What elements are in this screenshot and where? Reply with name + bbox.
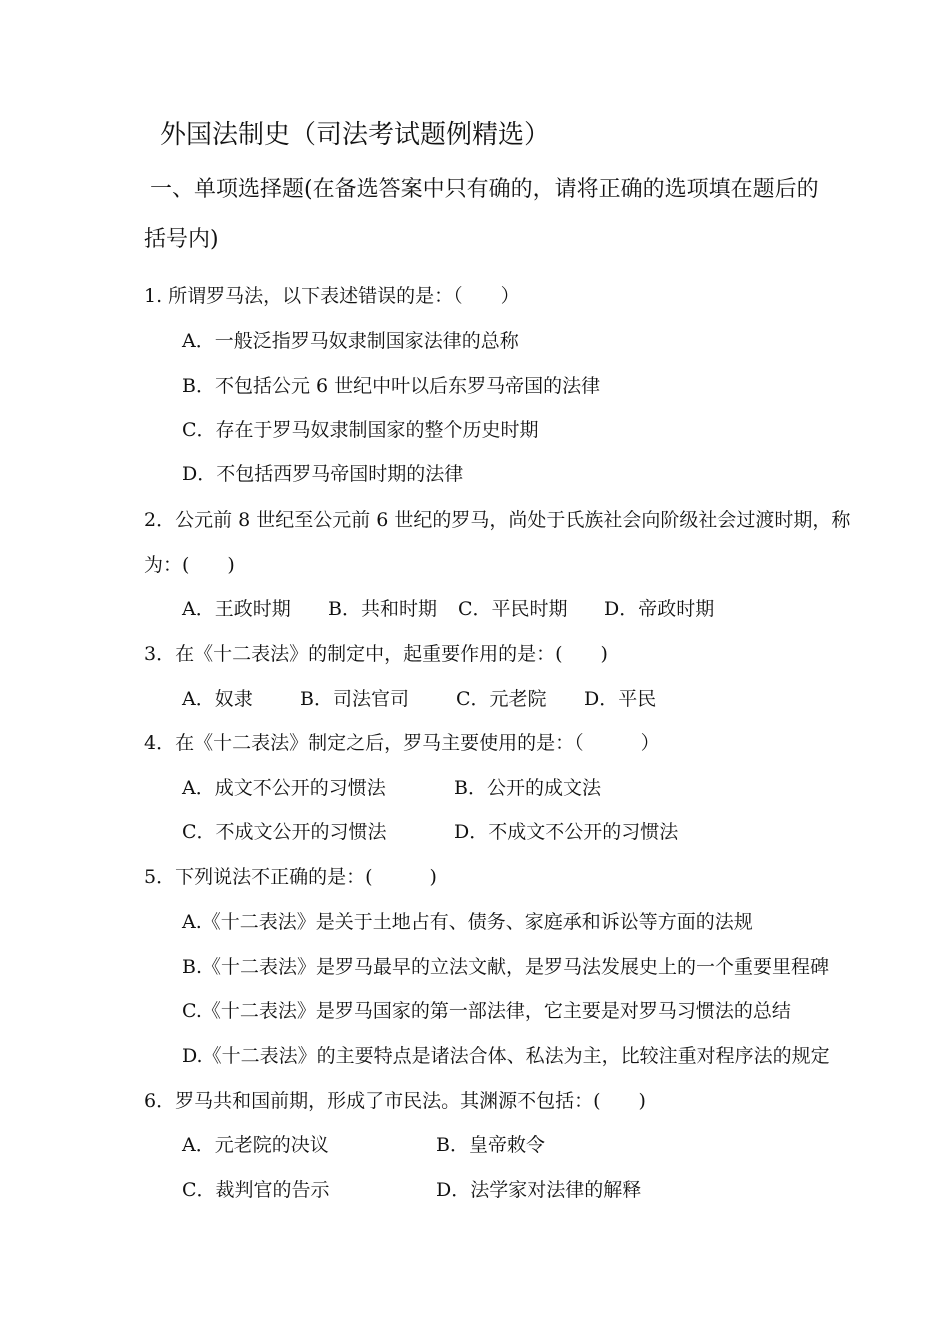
question-1: 1. 所谓罗马法，以下表述错误的是：（ ） [144, 285, 520, 307]
document-title: 外国法制史（司法考试题例精选） [160, 120, 551, 150]
question-3-option-c: C．元老院 [456, 688, 547, 710]
question-5: 5．下列说法不正确的是：( ) [144, 866, 437, 888]
question-2-option-b: B．共和时期 [328, 598, 437, 620]
question-2-option-d: D．帝政时期 [604, 598, 715, 620]
question-1-option-c: C．存在于罗马奴隶制国家的整个历史时期 [182, 419, 539, 441]
section-heading-line-2: 括号内) [144, 227, 219, 252]
question-3: 3．在《十二表法》的制定中，起重要作用的是：( ) [144, 643, 608, 665]
question-2-option-a: A．王政时期 [182, 598, 291, 620]
question-6-option-a: A．元老院的决议 [182, 1134, 329, 1156]
question-6: 6．罗马共和国前期，形成了市民法。其渊源不包括：( ) [144, 1090, 646, 1112]
question-5-option-d: D.《十二表法》的主要特点是诸法合体、私法为主，比较注重对程序法的规定 [182, 1045, 830, 1067]
question-4-option-b: B．公开的成文法 [454, 777, 601, 799]
question-4-option-a: A．成文不公开的习惯法 [182, 777, 386, 799]
question-2-line-2: 为：( ) [144, 554, 235, 576]
question-1-option-d: D．不包括西罗马帝国时期的法律 [182, 463, 464, 485]
question-6-option-c: C．裁判官的告示 [182, 1179, 330, 1201]
question-3-option-d: D．平民 [584, 688, 657, 710]
question-5-option-c: C.《十二表法》是罗马国家的第一部法律，它主要是对罗马习惯法的总结 [182, 1000, 791, 1022]
question-5-option-a: A.《十二表法》是关于土地占有、债务、家庭承和诉讼等方面的法规 [182, 911, 753, 933]
question-6-option-d: D．法学家对法律的解释 [436, 1179, 642, 1201]
question-1-option-b: B．不包括公元 6 世纪中叶以后东罗马帝国的法律 [182, 375, 601, 397]
question-5-option-b: B.《十二表法》是罗马最早的立法文献，是罗马法发展史上的一个重要里程碑 [182, 956, 830, 978]
section-heading-line-1: 一、单项选择题(在备选答案中只有确的，请将正确的选项填在题后的 [150, 177, 819, 202]
question-1-option-a: A．一般泛指罗马奴隶制国家法律的总称 [182, 330, 519, 352]
question-4: 4．在《十二表法》制定之后，罗马主要使用的是：（ ） [144, 732, 660, 754]
question-2-option-c: C．平民时期 [458, 598, 568, 620]
question-2-line-1: 2．公元前 8 世纪至公元前 6 世纪的罗马，尚处于氏族社会向阶级社会过渡时期，称 [144, 509, 851, 531]
question-6-option-b: B．皇帝敕令 [436, 1134, 545, 1156]
question-3-option-a: A．奴隶 [182, 688, 253, 710]
question-3-option-b: B．司法官司 [300, 688, 409, 710]
question-4-option-c: C．不成文公开的习惯法 [182, 821, 387, 843]
question-4-option-d: D．不成文不公开的习惯法 [454, 821, 679, 843]
